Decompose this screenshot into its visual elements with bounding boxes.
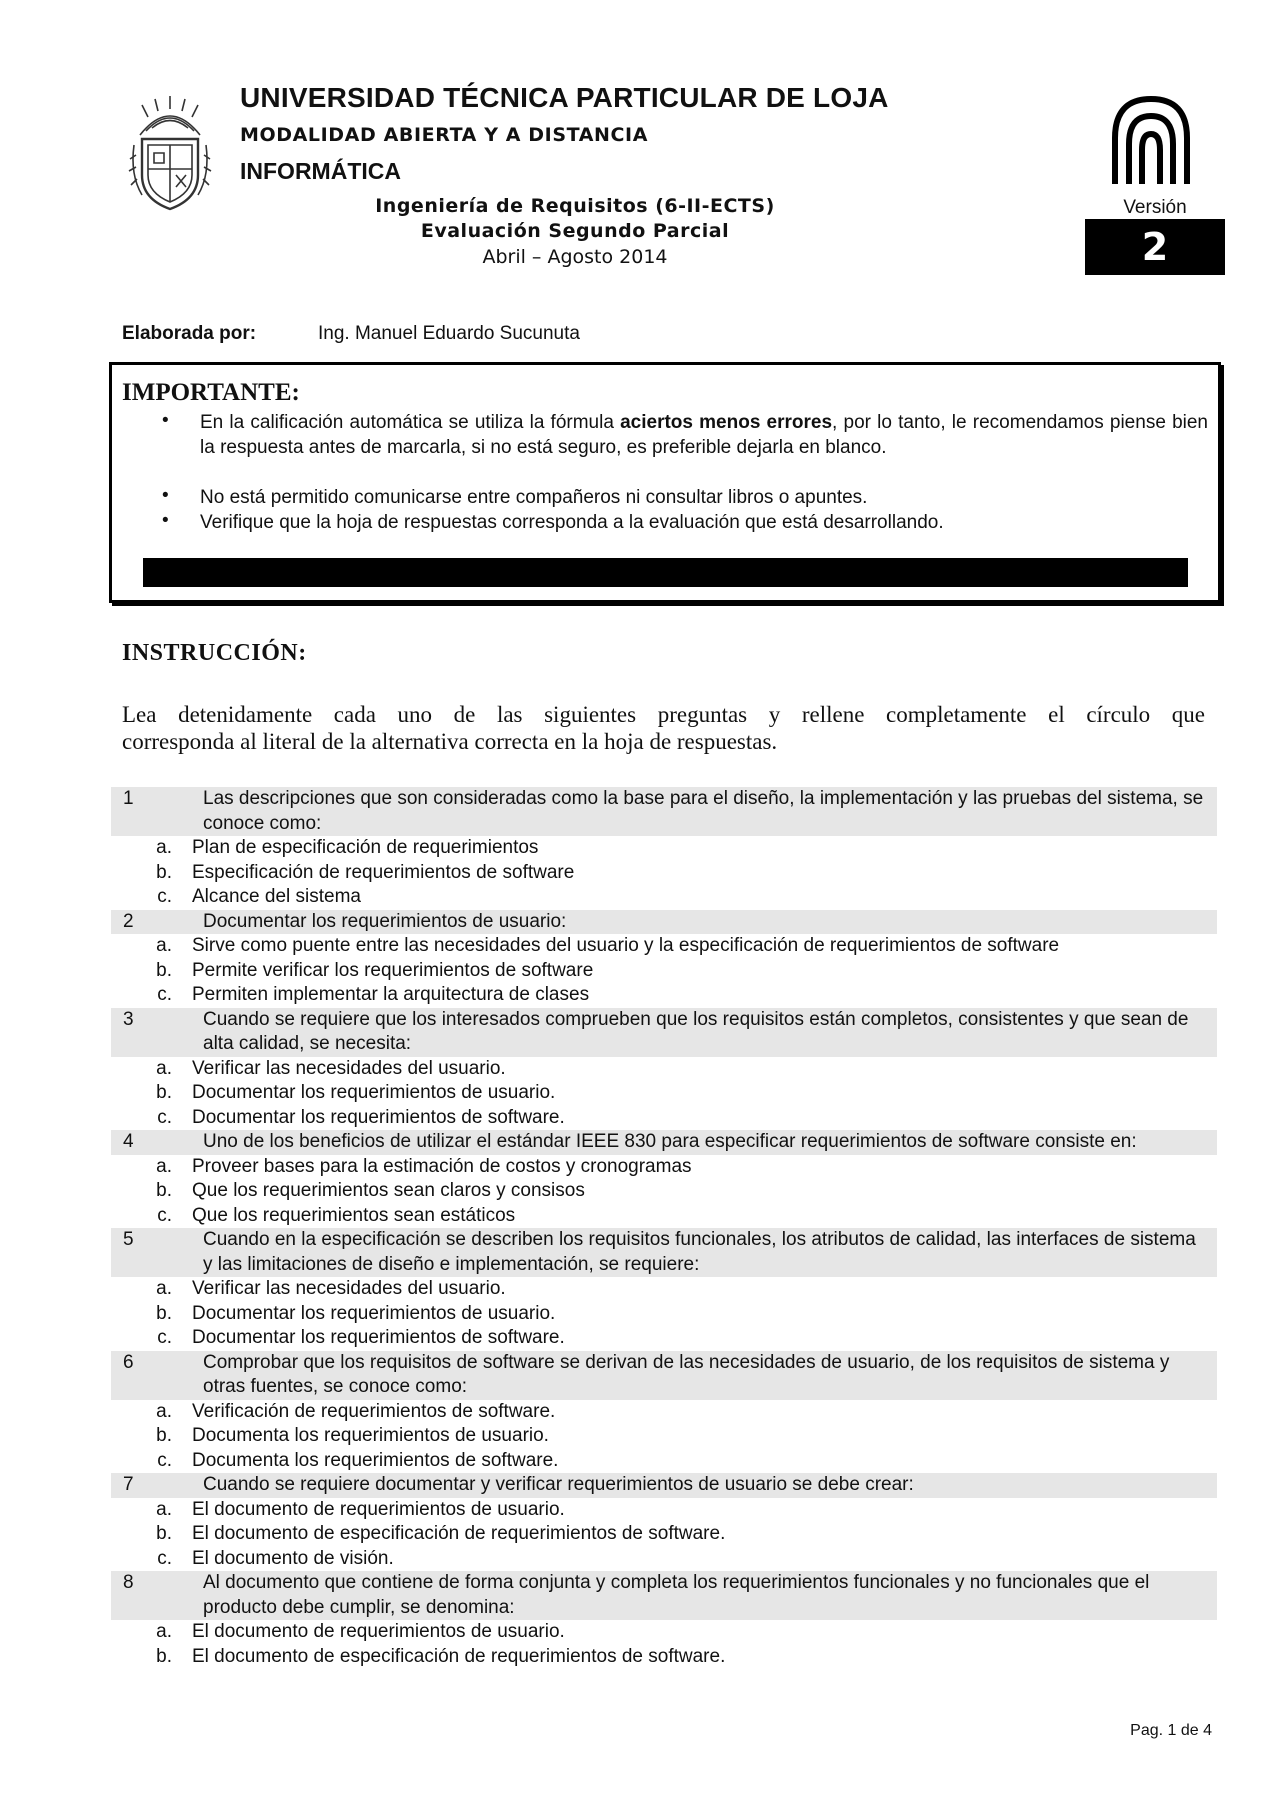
- question-row: [111, 1351, 1217, 1400]
- bullet-marker: •: [162, 510, 169, 531]
- question-list: [111, 787, 1217, 1669]
- answer-option: [111, 861, 1217, 886]
- question-row: [111, 1228, 1217, 1277]
- question-number: 7: [123, 1474, 134, 1495]
- option-letter: c.: [157, 1327, 172, 1348]
- answer-option: [111, 1155, 1217, 1180]
- option-letter: a.: [156, 1621, 172, 1642]
- question-number: 6: [123, 1351, 134, 1373]
- option-text: Plan de especificación de requerimientos: [192, 837, 539, 858]
- option-text: El documento de especificación de requerimientos de software.: [192, 1523, 726, 1544]
- option-letter: b.: [156, 1645, 172, 1667]
- option-text: El documento de especificación de requerimientos de software.: [192, 1645, 726, 1667]
- question-text: Al documento que contiene de forma conjunta y completa los requerimientos funcionales y no funcionales que el producto debe cumplir, se denomina:: [203, 1572, 1150, 1618]
- author-label: Elaborada por:: [122, 323, 257, 344]
- question-text: Cuando se requiere que los interesados comprueben que los requisitos están completos, consistentes y que sean de alta calidad, se necesita:: [203, 1008, 1189, 1054]
- option-letter: c.: [157, 886, 172, 907]
- option-letter: b.: [156, 1523, 172, 1544]
- option-text: El documento de requerimientos de usuario.: [192, 1621, 565, 1642]
- question-text: Uno de los beneficios de utilizar el estándar IEEE 830 para especificar requerimientos de software consiste en:: [203, 1131, 1137, 1152]
- option-letter: b.: [156, 861, 172, 883]
- bullet-marker: •: [162, 410, 169, 431]
- option-letter: b.: [156, 1082, 172, 1103]
- option-letter: a.: [156, 1155, 172, 1177]
- important-bullet-2: No está permitido comunicarse entre compañeros ni consultar libros o apuntes.: [200, 487, 868, 508]
- option-text: Verificar las necesidades del usuario.: [192, 1278, 506, 1299]
- option-text: Documentar los requerimientos de software.: [192, 1327, 565, 1348]
- department: INFORMÁTICA: [240, 158, 401, 184]
- question-number: 2: [123, 910, 134, 932]
- question-number: 5: [123, 1229, 134, 1250]
- option-text: El documento de requerimientos de usuario.: [192, 1498, 565, 1520]
- question-row: [111, 1473, 1217, 1498]
- arch-logo: [1110, 94, 1192, 186]
- answer-option: [111, 1498, 1217, 1523]
- instruction-line-1: Lea detenidamente cada uno de las siguientes preguntas y rellene completamente el círculo que: [122, 702, 1205, 727]
- option-text: Alcance del sistema: [192, 886, 361, 907]
- question-row: [111, 1130, 1217, 1155]
- version-number: 2: [1085, 219, 1225, 275]
- option-text: Documenta los requerimientos de software.: [192, 1449, 559, 1471]
- option-letter: b.: [156, 1302, 172, 1324]
- course-name: Ingeniería de Requisitos (6-II-ECTS): [375, 195, 775, 217]
- option-text: Permite verificar los requerimientos de software: [192, 959, 594, 981]
- option-letter: c.: [157, 1106, 172, 1128]
- answer-option: [111, 1522, 1217, 1547]
- version-label: Versión: [1123, 197, 1187, 218]
- answer-option: [111, 1326, 1217, 1351]
- answer-option: [111, 885, 1217, 910]
- option-letter: a.: [156, 837, 172, 858]
- page-number: Pag. 1 de 4: [1130, 1722, 1212, 1739]
- option-text: El documento de visión.: [192, 1547, 394, 1569]
- answer-option: [111, 1179, 1217, 1204]
- question-text: Las descripciones que son consideradas como la base para el diseño, la implementación y las pruebas del sistema, se conoce como:: [203, 788, 1204, 834]
- option-letter: b.: [156, 1425, 172, 1446]
- important-bullet-3: Verifique que la hoja de respuestas corresponda a la evaluación que está desarrollando.: [200, 512, 944, 533]
- option-letter: c.: [157, 984, 172, 1005]
- important-title: IMPORTANTE:: [122, 379, 300, 406]
- question-text: Comprobar que los requisitos de software se derivan de las necesidades de usuario, de los requisitos de sistema y otras fuentes, se conoce como:: [203, 1351, 1170, 1397]
- option-text: Permiten implementar la arquitectura de clases: [192, 984, 590, 1005]
- answer-option: [111, 1424, 1217, 1449]
- option-text: Que los requerimientos sean claros y consisos: [192, 1180, 585, 1201]
- bullet-marker: •: [162, 485, 169, 506]
- option-text: Verificar las necesidades del usuario.: [192, 1057, 506, 1079]
- answer-option: [111, 1106, 1217, 1131]
- evaluation-name: Evaluación Segundo Parcial: [420, 220, 730, 242]
- option-letter: a.: [156, 1498, 172, 1520]
- option-text: Que los requerimientos sean estáticos: [192, 1204, 516, 1226]
- question-number: 8: [123, 1572, 134, 1593]
- option-text: Proveer bases para la estimación de costos y cronogramas: [192, 1155, 692, 1177]
- question-number: 3: [123, 1008, 134, 1030]
- author-name: Ing. Manuel Eduardo Sucunuta: [318, 323, 580, 344]
- question-text: Cuando en la especificación se describen los requisitos funcionales, los atributos de calidad, las interfaces de sistema y las limitaciones de diseño e implementación, se requiere:: [203, 1229, 1196, 1275]
- question-number: 1: [123, 788, 134, 809]
- option-letter: c.: [157, 1449, 172, 1471]
- question-row: [111, 787, 1217, 836]
- modality: MODALIDAD ABIERTA Y A DISTANCIA: [240, 124, 649, 146]
- option-letter: a.: [156, 935, 172, 956]
- option-text: Verificación de requerimientos de software.: [192, 1400, 556, 1422]
- redaction-bar: [143, 558, 1188, 587]
- answer-option: [111, 1081, 1217, 1106]
- answer-option: [111, 1302, 1217, 1327]
- answer-option: [111, 1400, 1217, 1425]
- answer-option: [111, 1277, 1217, 1302]
- question-text: Documentar los requerimientos de usuario:: [203, 910, 567, 932]
- question-number: 4: [123, 1131, 134, 1152]
- question-row: [111, 910, 1217, 935]
- answer-option: [111, 983, 1217, 1008]
- answer-option: [111, 836, 1217, 861]
- answer-option: [111, 1547, 1217, 1572]
- question-row: [111, 1008, 1217, 1057]
- option-text: Especificación de requerimientos de software: [192, 861, 575, 883]
- option-letter: b.: [156, 1180, 172, 1201]
- answer-option: [111, 959, 1217, 984]
- instruction-line-2: corresponda al literal de la alternativa correcta en la hoja de respuestas.: [122, 729, 778, 754]
- instruction-title: INSTRUCCIÓN:: [122, 640, 307, 666]
- option-text: Documentar los requerimientos de software.: [192, 1106, 565, 1128]
- option-text: Sirve como puente entre las necesidades del usuario y la especificación de requerimientos de software: [192, 935, 1060, 956]
- option-letter: a.: [156, 1057, 172, 1079]
- answer-option: [111, 1204, 1217, 1229]
- option-text: Documentar los requerimientos de usuario.: [192, 1082, 556, 1103]
- period: Abril – Agosto 2014: [482, 246, 668, 268]
- university-seal-logo: [128, 95, 212, 213]
- option-text: Documenta los requerimientos de usuario.: [192, 1425, 549, 1446]
- option-letter: a.: [156, 1400, 172, 1422]
- university-name: UNIVERSIDAD TÉCNICA PARTICULAR DE LOJA: [240, 82, 889, 113]
- option-letter: c.: [157, 1204, 172, 1226]
- important-bullet-1: En la calificación automática se utiliza la fórmula aciertos menos errores, por lo tanto, le recomendamos piense bien la respuesta antes de marcarla, si no está seguro, es preferible dejarla en blanco.: [200, 412, 1208, 458]
- option-letter: c.: [157, 1547, 172, 1569]
- option-letter: b.: [156, 959, 172, 981]
- option-letter: a.: [156, 1278, 172, 1299]
- answer-option: [111, 1645, 1217, 1670]
- answer-option: [111, 1620, 1217, 1645]
- answer-option: [111, 1057, 1217, 1082]
- question-row: [111, 1571, 1217, 1620]
- option-text: Documentar los requerimientos de usuario.: [192, 1302, 556, 1324]
- answer-option: [111, 934, 1217, 959]
- question-text: Cuando se requiere documentar y verificar requerimientos de usuario se debe crear:: [203, 1474, 914, 1495]
- answer-option: [111, 1449, 1217, 1474]
